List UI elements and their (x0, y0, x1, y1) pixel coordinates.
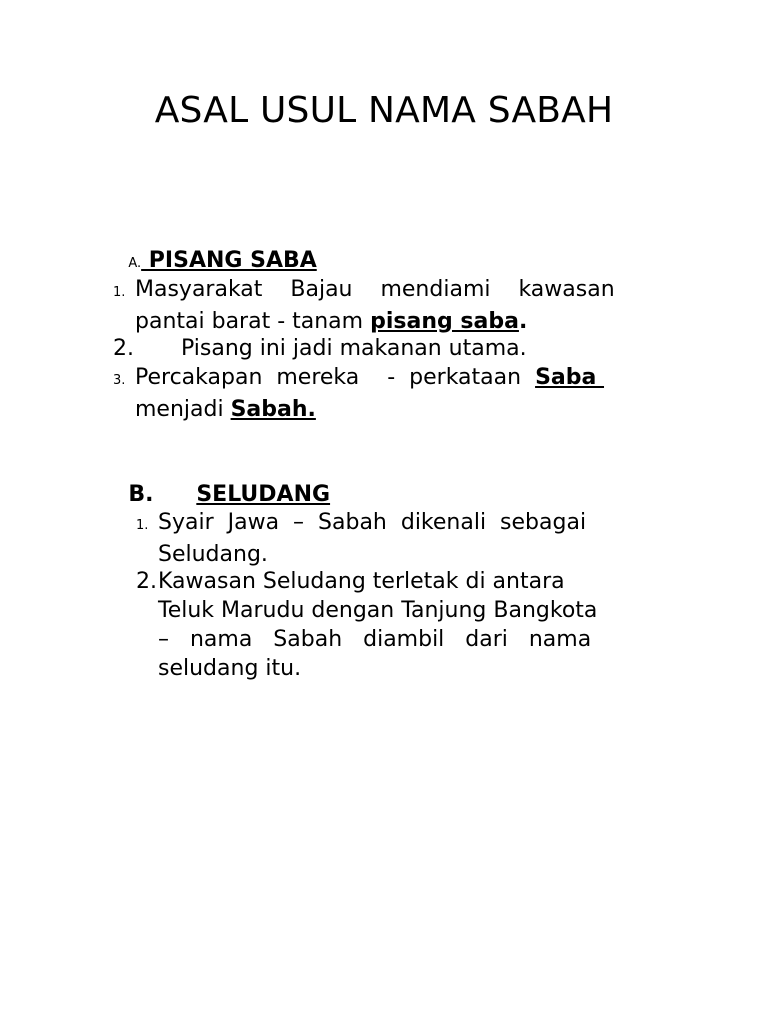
section-b-item-1 (136, 508, 677, 569)
item-text-line-2: menjadi (135, 397, 231, 422)
item-text-line-2: Teluk Marudu dengan Tanjung Bangkota (158, 598, 598, 623)
item-text-line-1: Syair Jawa – Sabah dikenali sebagai (158, 510, 587, 535)
section-a-item-3 (113, 363, 693, 424)
item-text-line-4: seludang itu. (158, 656, 302, 681)
bold-term-saba: Saba (535, 365, 605, 390)
item-text-line-2: pantai barat - tanam (135, 309, 371, 334)
section-a-marker: A. (128, 256, 142, 271)
list-marker: 3. (113, 373, 126, 388)
section-b-title: SELUDANG (196, 482, 331, 507)
section-a-heading (113, 216, 317, 279)
section-a-item-2 (113, 334, 677, 363)
bold-term-sabah: Sabah. (230, 397, 316, 422)
section-b-item-2 (136, 567, 677, 683)
item-text-line-2: Seludang. (158, 542, 268, 567)
item-text-line-1: Masyarakat Bajau mendiami kawasan (135, 277, 615, 302)
bold-term-pisang-saba: pisang saba (370, 309, 519, 334)
item-text-line-1: Percakapan mereka - perkataan (135, 365, 536, 390)
section-a-item-1 (113, 275, 677, 336)
section-b-heading (113, 450, 330, 510)
page-title: ASAL USUL NAMA SABAH (154, 90, 614, 131)
list-marker: 2. (113, 336, 134, 361)
item-text-line-1: Kawasan Seludang terletak di antara (158, 569, 565, 594)
section-a-title: PISANG SABA (141, 248, 317, 273)
list-marker: 1. (113, 285, 126, 300)
item-text: Pisang ini jadi makanan utama. (181, 336, 527, 361)
list-marker: 2. (136, 569, 157, 594)
list-marker: 1. (136, 518, 149, 533)
section-b-marker: B. (128, 482, 154, 507)
item-suffix: . (518, 309, 528, 334)
item-text-line-3: – nama Sabah diambil dari nama (158, 627, 592, 652)
